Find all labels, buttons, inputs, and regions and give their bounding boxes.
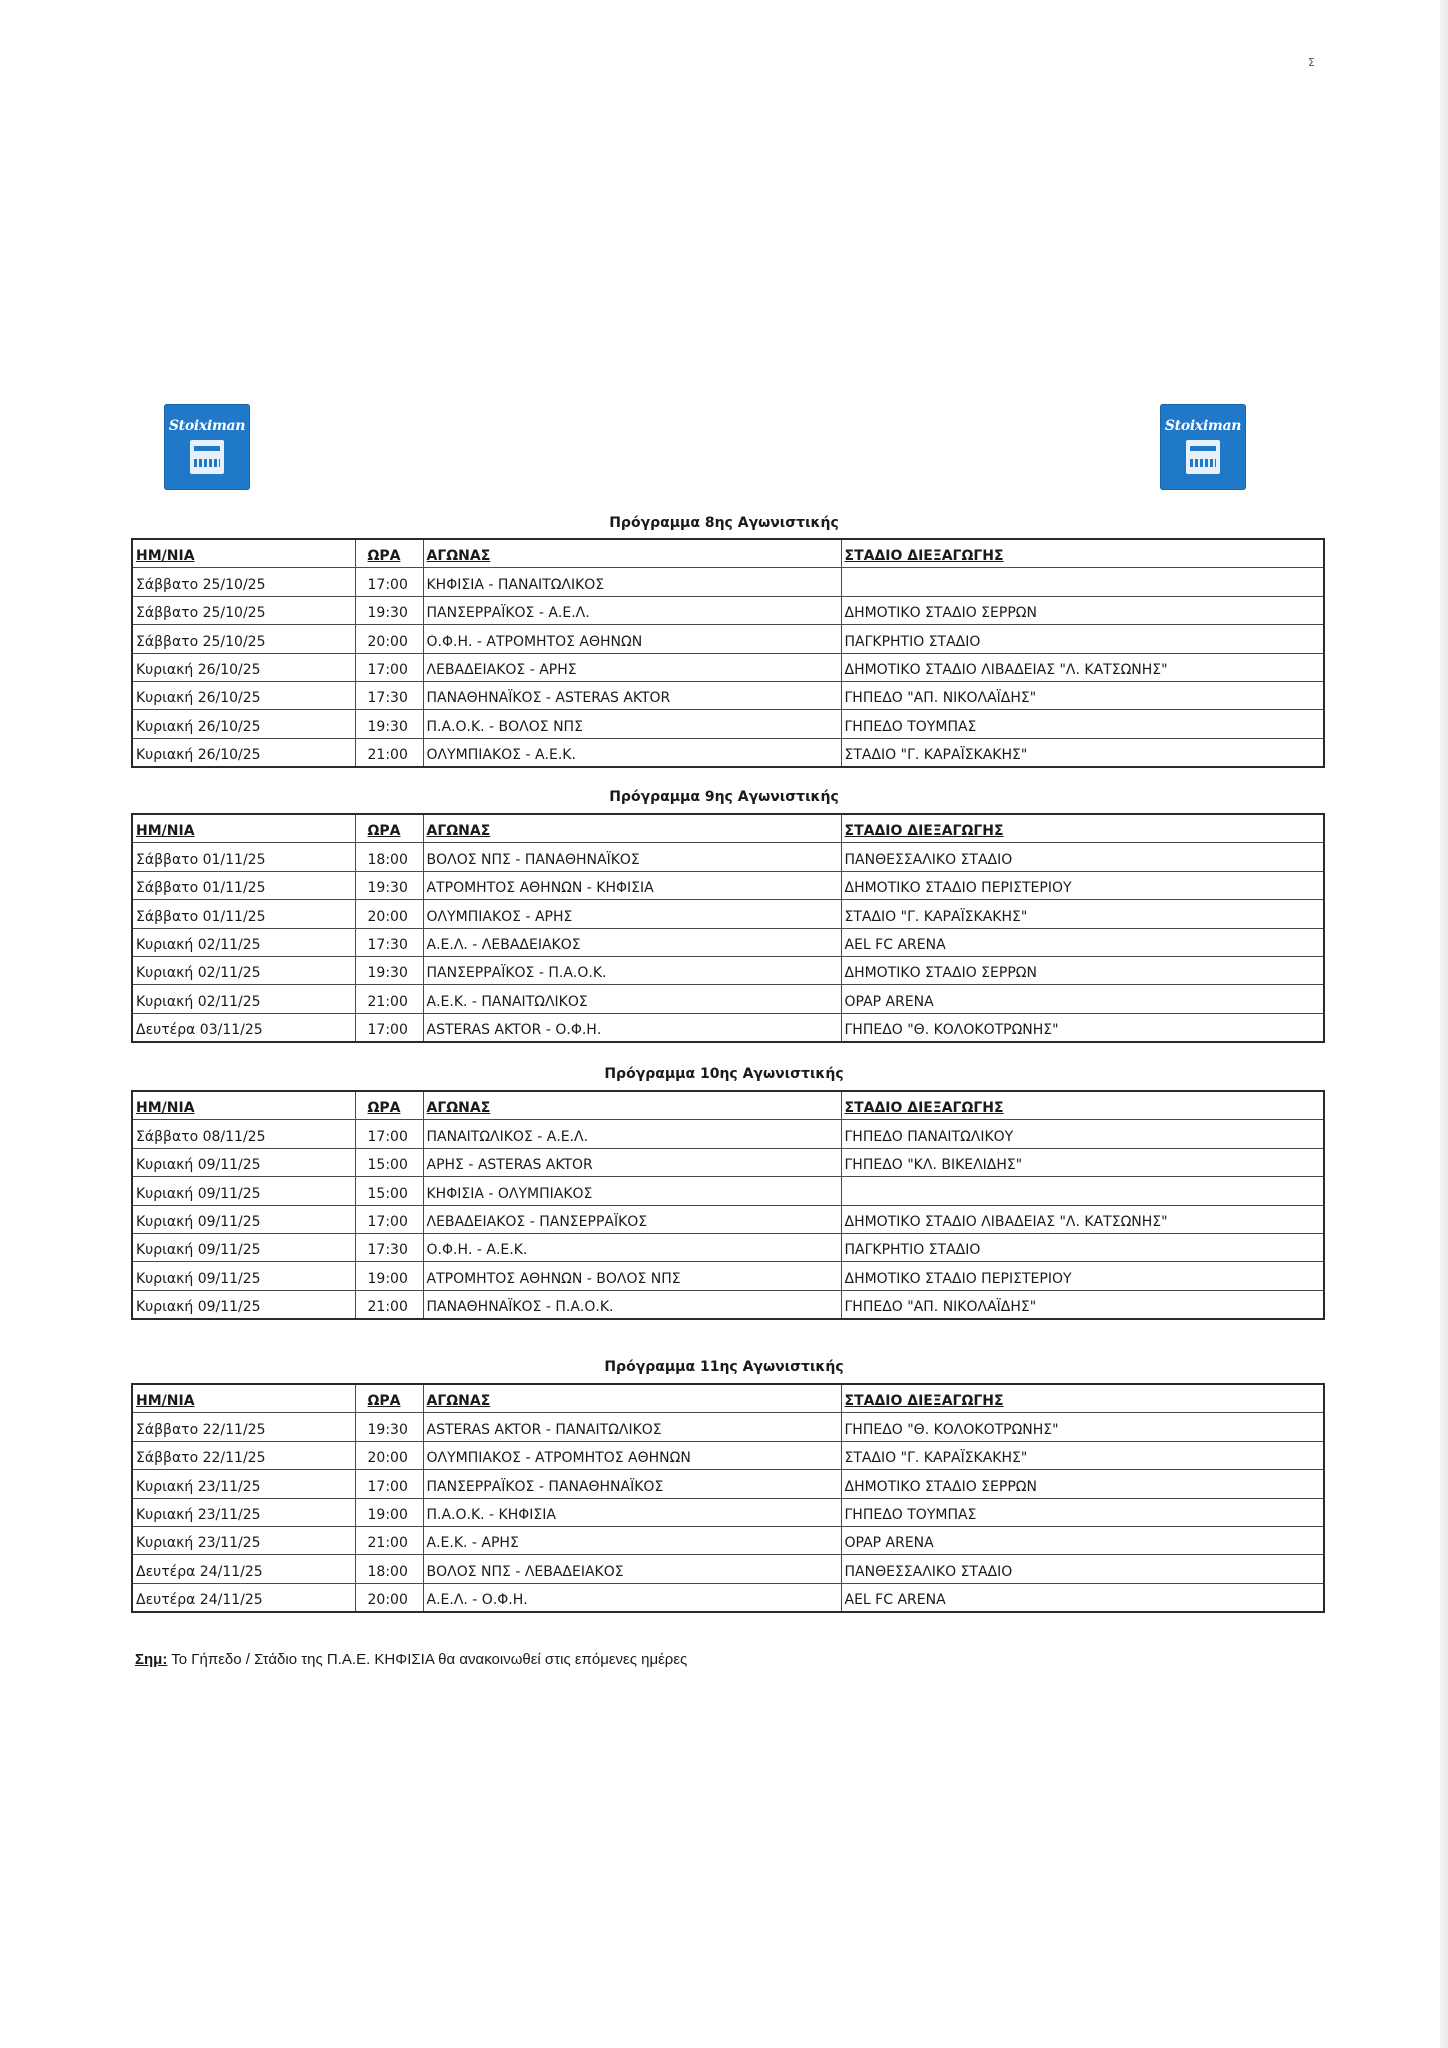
cell-venue: ΓΗΠΕΔΟ ΤΟΥΜΠΑΣ: [841, 710, 1324, 738]
cell-date: Σάββατο 22/11/25: [132, 1441, 355, 1469]
table-header-row: [132, 1384, 1324, 1413]
cell-time: 21:00: [355, 1290, 423, 1319]
header-match: ΑΓΩΝΑΣ: [423, 1091, 841, 1120]
table-row: [132, 1262, 1324, 1290]
cell-time: 17:30: [355, 928, 423, 956]
cell-time: 17:00: [355, 1013, 423, 1042]
table-row: [132, 1413, 1324, 1441]
stoiximan-logo-left: [164, 404, 250, 490]
cell-match: Α.Ε.Λ. - Ο.Φ.Η.: [423, 1583, 841, 1612]
round-title: Πρόγραμμα 11ης Αγωνιστικής: [604, 1359, 844, 1375]
cell-match: ΟΛΥΜΠΙΑΚΟΣ - Α.Ε.Κ.: [423, 738, 841, 767]
stoiximan-logo-right: [1160, 404, 1246, 490]
cell-match: ΠΑΝΑΘΗΝΑΪΚΟΣ - Π.Α.Ο.Κ.: [423, 1290, 841, 1319]
cell-time: 17:30: [355, 681, 423, 709]
cell-match: ΟΛΥΜΠΙΑΚΟΣ - ΑΡΗΣ: [423, 900, 841, 928]
cell-match: ΠΑΝΑΙΤΩΛΙΚΟΣ - Α.Ε.Λ.: [423, 1120, 841, 1148]
schedule-table-round-11: [131, 1383, 1325, 1613]
cell-time: 19:00: [355, 1498, 423, 1526]
table-row: [132, 1441, 1324, 1469]
cell-date: Κυριακή 02/11/25: [132, 956, 355, 984]
cell-match: ΛΕΒΑΔΕΙΑΚΟΣ - ΑΡΗΣ: [423, 653, 841, 681]
page-mark: Σ: [1308, 56, 1315, 69]
table-row: [132, 1013, 1324, 1042]
cell-venue: ΣΤΑΔΙΟ "Γ. ΚΑΡΑΪΣΚΑΚΗΣ": [841, 900, 1324, 928]
cell-time: 20:00: [355, 625, 423, 653]
table-row: [132, 568, 1324, 596]
cell-match: ΒΟΛΟΣ ΝΠΣ - ΛΕΒΑΔΕΙΑΚΟΣ: [423, 1555, 841, 1583]
cell-time: 19:30: [355, 871, 423, 899]
table-header-row: [132, 539, 1324, 568]
cell-date: Σάββατο 01/11/25: [132, 900, 355, 928]
cell-time: 21:00: [355, 738, 423, 767]
cell-venue: ΓΗΠΕΔΟ "ΑΠ. ΝΙΚΟΛΑΪΔΗΣ": [841, 681, 1324, 709]
cell-match: Π.Α.Ο.Κ. - ΚΗΦΙΣΙΑ: [423, 1498, 841, 1526]
table-row: [132, 653, 1324, 681]
logo-wordmark: Stoiximan: [1164, 418, 1242, 434]
cell-match: ΑΤΡΟΜΗΤΟΣ ΑΘΗΝΩΝ - ΚΗΦΙΣΙΑ: [423, 871, 841, 899]
header-match: ΑΓΩΝΑΣ: [423, 814, 841, 843]
table-row: [132, 956, 1324, 984]
table-row: [132, 1148, 1324, 1176]
table-row: [132, 1120, 1324, 1148]
header-time: ΩΡΑ: [355, 539, 423, 568]
cell-time: 21:00: [355, 1526, 423, 1554]
table-row: [132, 985, 1324, 1013]
header-time: ΩΡΑ: [355, 814, 423, 843]
cell-venue: ΓΗΠΕΔΟ ΤΟΥΜΠΑΣ: [841, 1498, 1324, 1526]
cell-time: 17:00: [355, 1205, 423, 1233]
cell-date: Κυριακή 09/11/25: [132, 1262, 355, 1290]
cell-match: ΟΛΥΜΠΙΑΚΟΣ - ΑΤΡΟΜΗΤΟΣ ΑΘΗΝΩΝ: [423, 1441, 841, 1469]
cell-time: 20:00: [355, 900, 423, 928]
cell-match: Α.Ε.Κ. - ΑΡΗΣ: [423, 1526, 841, 1554]
footnote: [135, 1651, 687, 1668]
footnote-label: Σημ:: [135, 1651, 168, 1668]
schedule-table-round-10: [131, 1090, 1325, 1320]
cell-time: 17:00: [355, 1470, 423, 1498]
cell-date: Κυριακή 09/11/25: [132, 1233, 355, 1261]
cell-date: Σάββατο 25/10/25: [132, 568, 355, 596]
table-row: [132, 1555, 1324, 1583]
cell-venue: ΔΗΜΟΤΙΚΟ ΣΤΑΔΙΟ ΠΕΡΙΣΤΕΡΙΟΥ: [841, 871, 1324, 899]
cell-time: 21:00: [355, 985, 423, 1013]
table-header-row: [132, 814, 1324, 843]
cell-time: 19:30: [355, 710, 423, 738]
cell-venue: ΓΗΠΕΔΟ "ΚΛ. ΒΙΚΕΛΙΔΗΣ": [841, 1148, 1324, 1176]
cell-time: 15:00: [355, 1177, 423, 1205]
cell-venue: ΓΗΠΕΔΟ "Θ. ΚΟΛΟΚΟΤΡΩΝΗΣ": [841, 1413, 1324, 1441]
cell-date: Κυριακή 09/11/25: [132, 1148, 355, 1176]
cell-venue: ΠΑΝΘΕΣΣΑΛΙΚΟ ΣΤΑΔΙΟ: [841, 1555, 1324, 1583]
cell-date: Σάββατο 08/11/25: [132, 1120, 355, 1148]
cell-venue: ΣΤΑΔΙΟ "Γ. ΚΑΡΑΪΣΚΑΚΗΣ": [841, 1441, 1324, 1469]
cell-time: 19:00: [355, 1262, 423, 1290]
cell-date: Σάββατο 25/10/25: [132, 596, 355, 624]
table-row: [132, 1290, 1324, 1319]
league-badge-icon: [1186, 440, 1220, 474]
cell-match: Π.Α.Ο.Κ. - ΒΟΛΟΣ ΝΠΣ: [423, 710, 841, 738]
header-date: ΗΜ/ΝΙΑ: [132, 1384, 355, 1413]
table-row: [132, 1205, 1324, 1233]
cell-match: ΚΗΦΙΣΙΑ - ΠΑΝΑΙΤΩΛΙΚΟΣ: [423, 568, 841, 596]
round-title: Πρόγραμμα 8ης Αγωνιστικής: [609, 515, 839, 531]
cell-time: 18:00: [355, 1555, 423, 1583]
cell-match: Ο.Φ.Η. - Α.Ε.Κ.: [423, 1233, 841, 1261]
table-row: [132, 1177, 1324, 1205]
cell-match: ASTERAS AKTOR - ΠΑΝΑΙΤΩΛΙΚΟΣ: [423, 1413, 841, 1441]
header-match: ΑΓΩΝΑΣ: [423, 1384, 841, 1413]
cell-venue: AEL FC ARENA: [841, 928, 1324, 956]
table-header-row: [132, 1091, 1324, 1120]
cell-date: Κυριακή 09/11/25: [132, 1290, 355, 1319]
logo-wordmark: Stoiximan: [168, 418, 246, 434]
cell-venue: ΣΤΑΔΙΟ "Γ. ΚΑΡΑΪΣΚΑΚΗΣ": [841, 738, 1324, 767]
table-row: [132, 1526, 1324, 1554]
cell-match: ΚΗΦΙΣΙΑ - ΟΛΥΜΠΙΑΚΟΣ: [423, 1177, 841, 1205]
schedule-table-round-8: [131, 538, 1325, 768]
cell-date: Σάββατο 01/11/25: [132, 871, 355, 899]
header-venue: ΣΤΑΔΙΟ ΔΙΕΞΑΓΩΓΗΣ: [841, 1384, 1324, 1413]
header-time: ΩΡΑ: [355, 1384, 423, 1413]
header-date: ΗΜ/ΝΙΑ: [132, 814, 355, 843]
table-row: [132, 596, 1324, 624]
cell-match: ASTERAS AKTOR - Ο.Φ.Η.: [423, 1013, 841, 1042]
header-venue: ΣΤΑΔΙΟ ΔΙΕΞΑΓΩΓΗΣ: [841, 1091, 1324, 1120]
cell-date: Κυριακή 02/11/25: [132, 928, 355, 956]
cell-date: Σάββατο 25/10/25: [132, 625, 355, 653]
cell-match: ΑΤΡΟΜΗΤΟΣ ΑΘΗΝΩΝ - ΒΟΛΟΣ ΝΠΣ: [423, 1262, 841, 1290]
cell-time: 20:00: [355, 1441, 423, 1469]
header-match: ΑΓΩΝΑΣ: [423, 539, 841, 568]
table-row: [132, 843, 1324, 871]
cell-date: Σάββατο 01/11/25: [132, 843, 355, 871]
cell-match: ΒΟΛΟΣ ΝΠΣ - ΠΑΝΑΘΗΝΑΪΚΟΣ: [423, 843, 841, 871]
cell-date: Κυριακή 09/11/25: [132, 1205, 355, 1233]
cell-venue: ΔΗΜΟΤΙΚΟ ΣΤΑΔΙΟ ΣΕΡΡΩΝ: [841, 956, 1324, 984]
cell-time: 17:00: [355, 653, 423, 681]
table-row: [132, 871, 1324, 899]
cell-venue: OPAP ARENA: [841, 985, 1324, 1013]
cell-date: Δευτέρα 03/11/25: [132, 1013, 355, 1042]
header-time: ΩΡΑ: [355, 1091, 423, 1120]
table-row: [132, 1583, 1324, 1612]
cell-match: ΠΑΝΣΕΡΡΑΪΚΟΣ - ΠΑΝΑΘΗΝΑΪΚΟΣ: [423, 1470, 841, 1498]
cell-date: Κυριακή 26/10/25: [132, 681, 355, 709]
round-title: Πρόγραμμα 10ης Αγωνιστικής: [604, 1066, 844, 1082]
cell-date: Δευτέρα 24/11/25: [132, 1555, 355, 1583]
table-row: [132, 1498, 1324, 1526]
cell-venue: ΠΑΓΚΡΗΤΙΟ ΣΤΑΔΙΟ: [841, 625, 1324, 653]
cell-match: ΛΕΒΑΔΕΙΑΚΟΣ - ΠΑΝΣΕΡΡΑΪΚΟΣ: [423, 1205, 841, 1233]
cell-venue: ΓΗΠΕΔΟ ΠΑΝΑΙΤΩΛΙΚΟΥ: [841, 1120, 1324, 1148]
cell-date: Δευτέρα 24/11/25: [132, 1583, 355, 1612]
header-date: ΗΜ/ΝΙΑ: [132, 1091, 355, 1120]
cell-date: Κυριακή 23/11/25: [132, 1470, 355, 1498]
cell-venue: ΓΗΠΕΔΟ "Θ. ΚΟΛΟΚΟΤΡΩΝΗΣ": [841, 1013, 1324, 1042]
header-venue: ΣΤΑΔΙΟ ΔΙΕΞΑΓΩΓΗΣ: [841, 539, 1324, 568]
table-row: [132, 900, 1324, 928]
cell-venue: ΔΗΜΟΤΙΚΟ ΣΤΑΔΙΟ ΣΕΡΡΩΝ: [841, 596, 1324, 624]
cell-date: Κυριακή 26/10/25: [132, 653, 355, 681]
cell-venue: [841, 1177, 1324, 1205]
cell-match: Ο.Φ.Η. - ΑΤΡΟΜΗΤΟΣ ΑΘΗΝΩΝ: [423, 625, 841, 653]
table-row: [132, 928, 1324, 956]
cell-time: 15:00: [355, 1148, 423, 1176]
cell-time: 17:00: [355, 1120, 423, 1148]
cell-date: Κυριακή 23/11/25: [132, 1526, 355, 1554]
table-row: [132, 710, 1324, 738]
table-row: [132, 1233, 1324, 1261]
cell-match: ΠΑΝΑΘΗΝΑΪΚΟΣ - ASTERAS AKTOR: [423, 681, 841, 709]
header-venue: ΣΤΑΔΙΟ ΔΙΕΞΑΓΩΓΗΣ: [841, 814, 1324, 843]
cell-venue: ΔΗΜΟΤΙΚΟ ΣΤΑΔΙΟ ΛΙΒΑΔΕΙΑΣ "Λ. ΚΑΤΣΩΝΗΣ": [841, 1205, 1324, 1233]
cell-date: Σάββατο 22/11/25: [132, 1413, 355, 1441]
cell-match: ΠΑΝΣΕΡΡΑΪΚΟΣ - Α.Ε.Λ.: [423, 596, 841, 624]
schedule-table-round-9: [131, 813, 1325, 1043]
cell-venue: ΔΗΜΟΤΙΚΟ ΣΤΑΔΙΟ ΛΙΒΑΔΕΙΑΣ "Λ. ΚΑΤΣΩΝΗΣ": [841, 653, 1324, 681]
table-row: [132, 681, 1324, 709]
round-title: Πρόγραμμα 9ης Αγωνιστικής: [609, 789, 839, 805]
cell-venue: [841, 568, 1324, 596]
cell-time: 20:00: [355, 1583, 423, 1612]
cell-time: 18:00: [355, 843, 423, 871]
cell-date: Κυριακή 26/10/25: [132, 738, 355, 767]
cell-time: 17:30: [355, 1233, 423, 1261]
cell-venue: ΔΗΜΟΤΙΚΟ ΣΤΑΔΙΟ ΠΕΡΙΣΤΕΡΙΟΥ: [841, 1262, 1324, 1290]
cell-venue: ΔΗΜΟΤΙΚΟ ΣΤΑΔΙΟ ΣΕΡΡΩΝ: [841, 1470, 1324, 1498]
league-badge-icon: [190, 440, 224, 474]
cell-match: ΠΑΝΣΕΡΡΑΪΚΟΣ - Π.Α.Ο.Κ.: [423, 956, 841, 984]
cell-match: ΑΡΗΣ - ASTERAS AKTOR: [423, 1148, 841, 1176]
table-row: [132, 1470, 1324, 1498]
cell-time: 19:30: [355, 596, 423, 624]
cell-time: 19:30: [355, 956, 423, 984]
cell-date: Κυριακή 23/11/25: [132, 1498, 355, 1526]
footnote-text: Το Γήπεδο / Στάδιο της Π.Α.Ε. ΚΗΦΙΣΙΑ θα ανακοινωθεί στις επόμενες ημέρες: [171, 1651, 688, 1668]
cell-match: Α.Ε.Κ. - ΠΑΝΑΙΤΩΛΙΚΟΣ: [423, 985, 841, 1013]
header-date: ΗΜ/ΝΙΑ: [132, 539, 355, 568]
cell-time: 17:00: [355, 568, 423, 596]
cell-venue: OPAP ARENA: [841, 1526, 1324, 1554]
cell-venue: AEL FC ARENA: [841, 1583, 1324, 1612]
table-row: [132, 738, 1324, 767]
page-edge-shadow: [1440, 0, 1448, 2048]
cell-match: Α.Ε.Λ. - ΛΕΒΑΔΕΙΑΚΟΣ: [423, 928, 841, 956]
cell-venue: ΠΑΝΘΕΣΣΑΛΙΚΟ ΣΤΑΔΙΟ: [841, 843, 1324, 871]
cell-date: Κυριακή 26/10/25: [132, 710, 355, 738]
table-row: [132, 625, 1324, 653]
cell-venue: ΠΑΓΚΡΗΤΙΟ ΣΤΑΔΙΟ: [841, 1233, 1324, 1261]
cell-time: 19:30: [355, 1413, 423, 1441]
cell-date: Κυριακή 09/11/25: [132, 1177, 355, 1205]
cell-date: Κυριακή 02/11/25: [132, 985, 355, 1013]
cell-venue: ΓΗΠΕΔΟ "ΑΠ. ΝΙΚΟΛΑΪΔΗΣ": [841, 1290, 1324, 1319]
